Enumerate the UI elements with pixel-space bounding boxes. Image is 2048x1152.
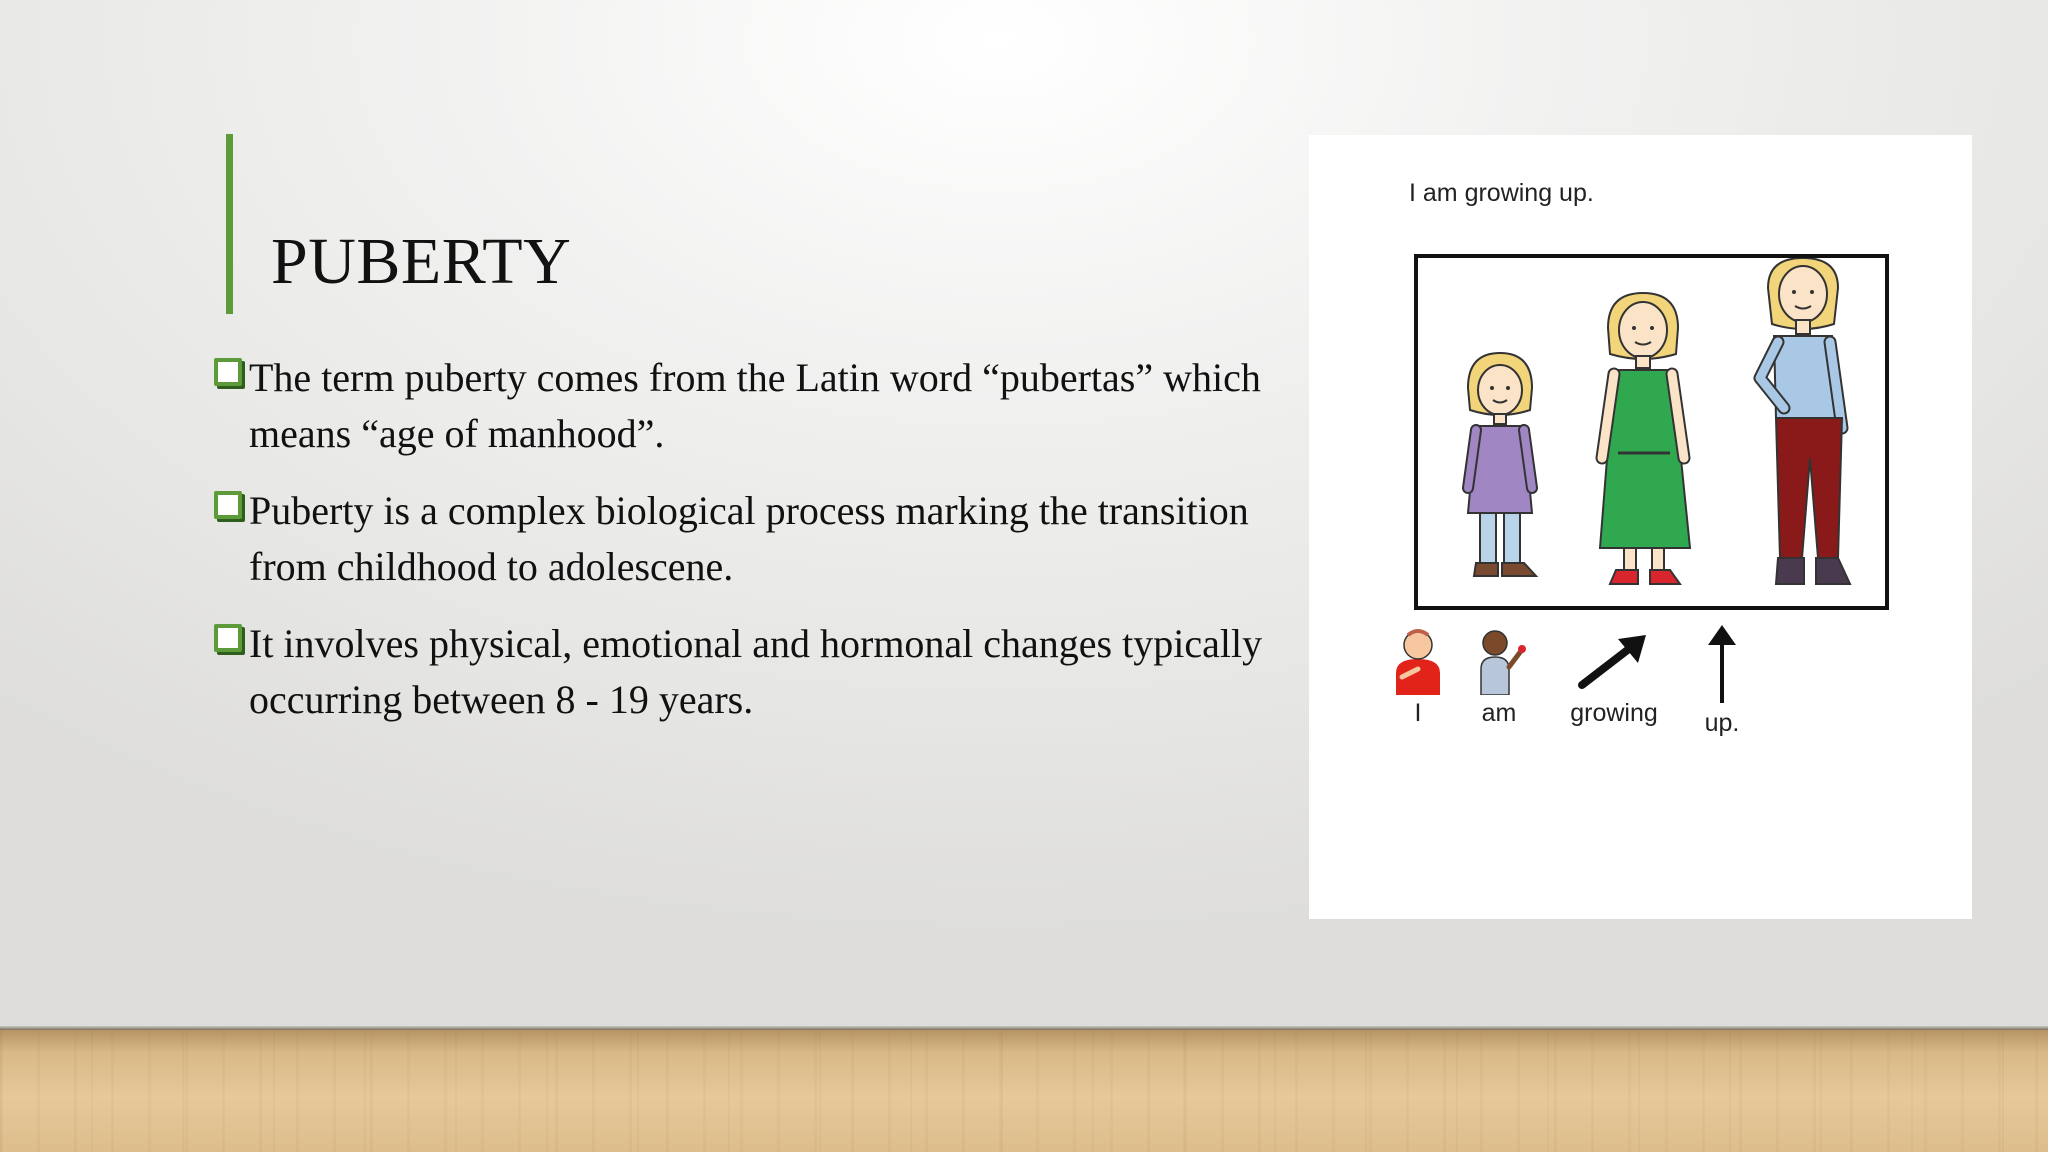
checkbox-bullet-icon [214,624,242,652]
bullet-item [212,483,1272,595]
child-figure-icon [1468,353,1536,576]
illustration-caption: I am growing up. [1409,179,1594,207]
symbol-am [1444,625,1554,755]
checkbox-bullet-icon [214,491,242,519]
teen-figure-icon [1600,293,1690,584]
symbol-label: up. [1704,709,1740,737]
symbol-label: am [1481,699,1517,727]
bullet-text: The term puberty comes from the Latin word “pubertas” which means “age of manhood”. [249,355,1261,456]
bullet-item [212,616,1272,728]
person-pointing-self-icon [1388,625,1448,695]
arrow-up-right-icon [1574,625,1654,695]
title-accent-bar [226,134,233,314]
symbol-growing [1559,625,1669,755]
growth-stages-frame [1414,254,1889,610]
growing-up-illustration [1309,135,1972,919]
arrow-up-icon [1702,625,1742,705]
person-waving-icon [1469,625,1529,695]
checkbox-bullet-icon [214,358,242,386]
wooden-floor [0,1030,2048,1152]
symbol-label: I [1414,699,1422,727]
slide-title: PUBERTY [271,225,572,298]
adult-figure-icon [1760,258,1850,584]
symbol-up [1667,625,1777,755]
bullet-item [212,350,1272,462]
bullet-list [212,350,1272,749]
bullet-text: It involves physical, emotional and hormonal changes typically occurring between 8 - 19 years. [249,621,1263,722]
growth-stages-illustration [1418,258,1885,606]
bullet-text: Puberty is a complex biological process marking the transition from childhood to adolescene. [249,488,1249,589]
symbol-label: growing [1570,699,1658,727]
